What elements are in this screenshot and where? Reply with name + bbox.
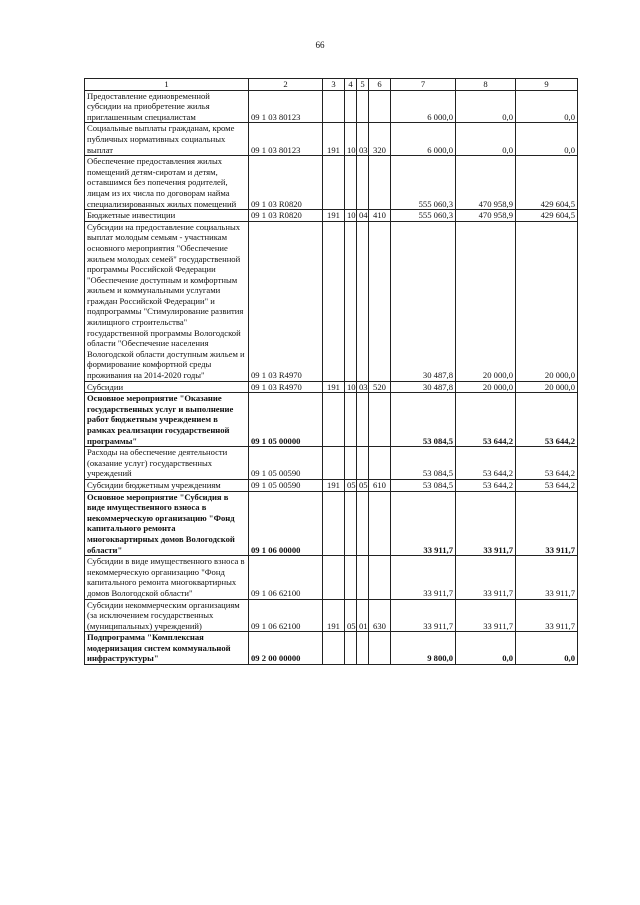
expense-type-cell [369,90,391,123]
row-name-cell: Бюджетные инвестиции [85,210,249,222]
row-name-cell: Основное мероприятие "Оказание государственных услуг и выполнение работ бюджетным учреждением в рамках реализации государственной программы" [85,393,249,447]
amount-cell-col8: 53 644,2 [456,393,516,447]
department-code-cell [323,632,345,665]
table-row [85,447,578,480]
budget-code-cell: 09 1 03 80123 [249,90,323,123]
amount-cell-col7: 53 084,5 [391,447,456,480]
amount-cell-col8: 0,0 [456,632,516,665]
amount-cell-col8: 470 958,9 [456,210,516,222]
budget-code-cell: 09 1 06 00000 [249,491,323,556]
amount-cell-col7: 6 000,0 [391,90,456,123]
expense-type-cell: 410 [369,210,391,222]
amount-cell-col9: 33 911,7 [516,556,578,599]
amount-cell-col7: 33 911,7 [391,491,456,556]
budget-table [84,78,578,665]
table-row [85,156,578,210]
section-code-cell [345,632,357,665]
row-name-cell: Предоставление единовременной субсидии на приобретение жилья приглашенным специалистам [85,90,249,123]
table-row [85,221,578,381]
table-row [85,556,578,599]
table-row [85,632,578,665]
subsection-code-cell [357,393,369,447]
column-header: 6 [369,79,391,91]
amount-cell-col9: 20 000,0 [516,381,578,393]
amount-cell-col7: 33 911,7 [391,599,456,632]
amount-cell-col8: 33 911,7 [456,556,516,599]
amount-cell-col9: 33 911,7 [516,599,578,632]
budget-code-cell: 09 1 03 R0820 [249,156,323,210]
page-number: 66 [315,40,325,50]
department-code-cell [323,447,345,480]
row-name-cell: Субсидии бюджетным учреждениям [85,479,249,491]
subsection-code-cell [357,221,369,381]
budget-code-cell: 09 1 05 00590 [249,447,323,480]
section-code-cell [345,156,357,210]
amount-cell-col9: 53 644,2 [516,479,578,491]
expense-type-cell [369,491,391,556]
amount-cell-col8: 33 911,7 [456,599,516,632]
subsection-code-cell [357,90,369,123]
section-code-cell [345,491,357,556]
row-name-cell: Основное мероприятие "Субсидия в виде имущественного взноса в некоммерческую организацию "Фонд капитального ремонта многоквартирных домов Вологодской области" [85,491,249,556]
subsection-code-cell [357,447,369,480]
budget-code-cell: 09 1 03 R4970 [249,381,323,393]
row-name-cell: Подпрограмма "Комплексная модернизация систем коммунальной инфраструктуры" [85,632,249,665]
amount-cell-col7: 30 487,8 [391,381,456,393]
expense-type-cell: 520 [369,381,391,393]
amount-cell-col7: 30 487,8 [391,221,456,381]
column-number-row [85,79,578,91]
section-code-cell [345,90,357,123]
subsection-code-cell: 03 [357,123,369,156]
amount-cell-col8: 53 644,2 [456,447,516,480]
amount-cell-col9: 53 644,2 [516,447,578,480]
table-row [85,381,578,393]
expense-type-cell [369,156,391,210]
department-code-cell: 191 [323,123,345,156]
amount-cell-col8: 0,0 [456,90,516,123]
amount-cell-col7: 555 060,3 [391,210,456,222]
department-code-cell [323,156,345,210]
amount-cell-col9: 429 604,5 [516,156,578,210]
table-row [85,210,578,222]
subsection-code-cell: 03 [357,381,369,393]
column-header: 4 [345,79,357,91]
table-row [85,479,578,491]
column-header: 3 [323,79,345,91]
section-code-cell: 05 [345,479,357,491]
column-header: 5 [357,79,369,91]
amount-cell-col7: 33 911,7 [391,556,456,599]
amount-cell-col9: 0,0 [516,123,578,156]
department-code-cell [323,393,345,447]
subsection-code-cell [357,632,369,665]
expense-type-cell [369,447,391,480]
expense-type-cell: 630 [369,599,391,632]
amount-cell-col8: 33 911,7 [456,491,516,556]
row-name-cell: Субсидии [85,381,249,393]
amount-cell-col9: 33 911,7 [516,491,578,556]
section-code-cell [345,447,357,480]
amount-cell-col9: 53 644,2 [516,393,578,447]
budget-code-cell: 09 1 05 00590 [249,479,323,491]
column-header: 8 [456,79,516,91]
budget-code-cell: 09 2 00 00000 [249,632,323,665]
budget-code-cell: 09 1 06 62100 [249,599,323,632]
expense-type-cell [369,556,391,599]
amount-cell-col8: 0,0 [456,123,516,156]
amount-cell-col9: 20 000,0 [516,221,578,381]
section-code-cell: 10 [345,210,357,222]
expense-type-cell [369,221,391,381]
column-header: 7 [391,79,456,91]
amount-cell-col7: 53 084,5 [391,393,456,447]
expense-type-cell: 320 [369,123,391,156]
amount-cell-col8: 20 000,0 [456,221,516,381]
column-header: 2 [249,79,323,91]
column-header: 9 [516,79,578,91]
amount-cell-col8: 470 958,9 [456,156,516,210]
row-name-cell: Расходы на обеспечение деятельности (оказание услуг) государственных учреждений [85,447,249,480]
budget-code-cell: 09 1 03 R4970 [249,221,323,381]
amount-cell-col8: 53 644,2 [456,479,516,491]
department-code-cell: 191 [323,599,345,632]
expense-type-cell [369,632,391,665]
amount-cell-col7: 53 084,5 [391,479,456,491]
section-code-cell [345,393,357,447]
amount-cell-col7: 6 000,0 [391,123,456,156]
table-row [85,491,578,556]
budget-code-cell: 09 1 03 R0820 [249,210,323,222]
section-code-cell [345,221,357,381]
section-code-cell: 05 [345,599,357,632]
subsection-code-cell [357,556,369,599]
row-name-cell: Субсидии некоммерческим организациям (за исключением государственных (муниципальных) учреждений) [85,599,249,632]
row-name-cell: Обеспечение предоставления жилых помещений детям-сиротам и детям, оставшимся без попечения родителей, лицам из их числа по договорам найма специализированных жилых помещений [85,156,249,210]
subsection-code-cell [357,491,369,556]
row-name-cell: Субсидии на предоставление социальных выплат молодым семьям - участникам основного мероприятия "Обеспечение жильем молодых семей" государственной программы Российской Федерации "Обеспечение доступным и комфортным жильем и коммунальными услугами граждан Российской Федерации" и подпрограммы "Стимулирование развития жилищного строительства" государственной программы Вологодской области "Обеспечение населения Вологодской области доступным жильем и формирование комфортной среды проживания на 2014-2020 годы" [85,221,249,381]
column-header: 1 [85,79,249,91]
subsection-code-cell: 04 [357,210,369,222]
amount-cell-col7: 555 060,3 [391,156,456,210]
amount-cell-col7: 9 800,0 [391,632,456,665]
department-code-cell: 191 [323,210,345,222]
amount-cell-col9: 429 604,5 [516,210,578,222]
subsection-code-cell: 01 [357,599,369,632]
department-code-cell [323,491,345,556]
section-code-cell: 10 [345,381,357,393]
table-row [85,90,578,123]
row-name-cell: Социальные выплаты гражданам, кроме публичных нормативных социальных выплат [85,123,249,156]
amount-cell-col9: 0,0 [516,632,578,665]
department-code-cell [323,556,345,599]
amount-cell-col9: 0,0 [516,90,578,123]
table-row [85,123,578,156]
subsection-code-cell [357,156,369,210]
expense-type-cell: 610 [369,479,391,491]
budget-code-cell: 09 1 06 62100 [249,556,323,599]
table-row [85,393,578,447]
row-name-cell: Субсидии в виде имущественного взноса в некоммерческую организацию "Фонд капитального ремонта многоквартирных домов Вологодской области" [85,556,249,599]
table-row [85,599,578,632]
expense-type-cell [369,393,391,447]
department-code-cell [323,221,345,381]
budget-code-cell: 09 1 05 00000 [249,393,323,447]
department-code-cell: 191 [323,479,345,491]
amount-cell-col8: 20 000,0 [456,381,516,393]
department-code-cell: 191 [323,381,345,393]
department-code-cell [323,90,345,123]
budget-code-cell: 09 1 03 80123 [249,123,323,156]
subsection-code-cell: 05 [357,479,369,491]
section-code-cell [345,556,357,599]
section-code-cell: 10 [345,123,357,156]
